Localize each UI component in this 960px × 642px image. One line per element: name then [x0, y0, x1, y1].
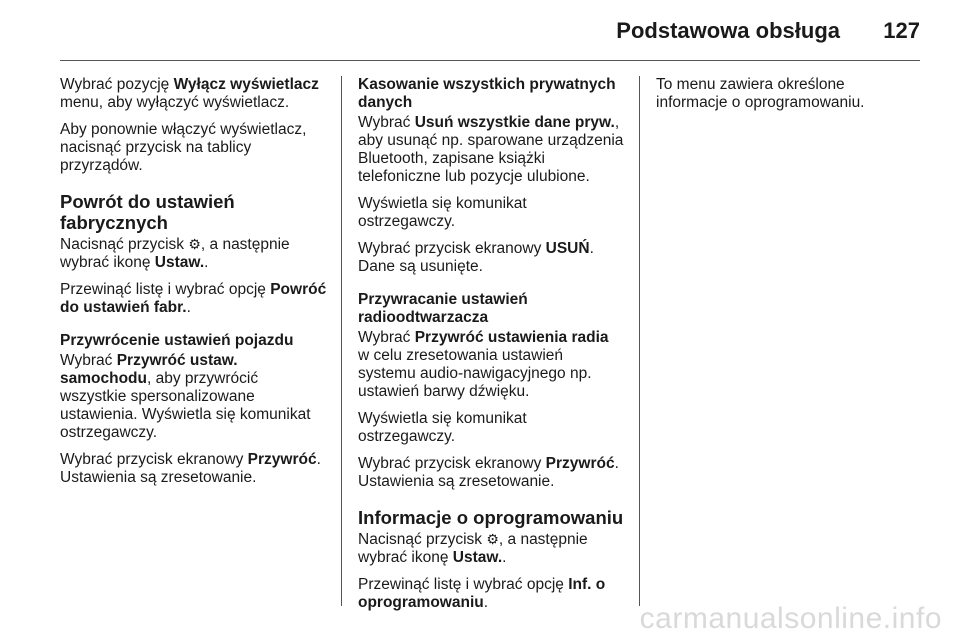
section-heading-software: Informacje o oprogramowaniu [358, 507, 624, 528]
paragraph: Wybrać Przywróć ustawienia radia w celu zresetowania ustawień systemu audio-nawigacyjnego np. ustawień barwy dźwięku. [358, 329, 609, 400]
paragraph: Wybrać Usuń wszystkie dane pryw., aby usunąć np. sparowane urządzenia Bluetooth, zapisane książki telefoniczne lub pozycje ulubione. [358, 114, 624, 185]
column-2 [358, 76, 624, 621]
paragraph: To menu zawiera określone informacje o oprogramowaniu. [656, 76, 865, 111]
paragraph: Aby ponownie włączyć wyświetlacz, nacisnąć przycisk na tablicy przyrządów. [60, 121, 307, 174]
subsection-heading-vehicle: Przywrócenie ustawień pojazdu [60, 332, 294, 349]
paragraph: Wybrać pozycję Wyłącz wyświetlacz menu, aby wyłączyć wyświetlacz. [60, 76, 319, 111]
paragraph: Wybrać przycisk ekranowy Przywróć. Ustawienia są zresetowanie. [60, 451, 321, 486]
paragraph: Wybrać Przywróć ustaw. samochodu, aby przywrócić wszystkie spersonalizowane ustawienia. Wyświetla się komunikat ostrzegawczy. [60, 352, 311, 441]
watermark: carmanualsonline.info [639, 602, 942, 635]
paragraph: Przewinąć listę i wybrać opcję Powróć do ustawień fabr.. [60, 281, 327, 316]
column-3 [656, 76, 918, 121]
subsection-heading-radio: Przywracanie ustawień radioodtwarzacza [358, 291, 528, 326]
paragraph: Wyświetla się komunikat ostrzegawczy. [358, 195, 527, 230]
home-gear-icon: ⚙ [188, 236, 201, 252]
paragraph: Przewinąć listę i wybrać opcję Inf. o oprogramowaniu. [358, 576, 606, 611]
page-title: Podstawowa obsługa [616, 18, 840, 43]
paragraph: Nacisnąć przycisk ⚙, a następnie wybrać ikonę Ustaw.. [358, 531, 588, 566]
page-number: 127 [883, 18, 920, 43]
home-gear-icon: ⚙ [486, 531, 499, 547]
paragraph: Nacisnąć przycisk ⚙, a następnie wybrać ikonę Ustaw.. [60, 236, 290, 271]
header-divider [60, 60, 920, 61]
column-divider-2 [639, 76, 640, 606]
menu-option: Wyłącz wyświetlacz [173, 76, 319, 93]
paragraph: Wybrać przycisk ekranowy USUŃ. Dane są usunięte. [358, 240, 594, 275]
subsection-heading-private-data: Kasowanie wszystkich prywatnych danych [358, 76, 616, 111]
column-divider-1 [341, 76, 342, 606]
section-heading-factory: Powrót do ustawień fabrycznych [60, 191, 235, 233]
column-1 [60, 76, 328, 496]
paragraph: Wybrać przycisk ekranowy Przywróć. Ustawienia są zresetowanie. [358, 455, 619, 490]
page-header [0, 0, 960, 60]
paragraph: Wyświetla się komunikat ostrzegawczy. [358, 410, 527, 445]
